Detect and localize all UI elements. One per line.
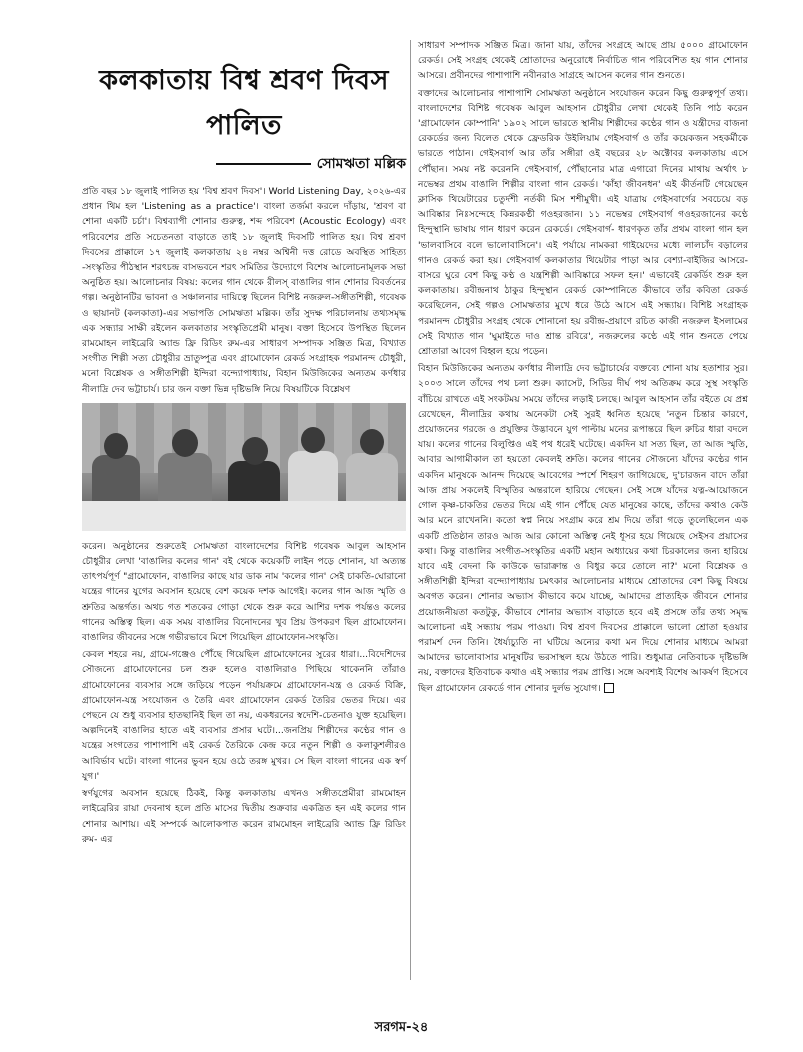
photo-person-head: [242, 437, 268, 465]
paragraph: বক্তাদের আলোচনার পাশাপাশি সোমঋতা অনুষ্ঠানে সংযোজন করেন কিছু গুরুত্বপূর্ণ তথ্য। বাংলাদেশের বিশিষ্ট গবেষক আবুল আহসান চৌধুরীর লেখা থেকেই তিনি পাঠ করেন 'গ্রামোফোন কোম্পানি' ১৯০২ সালে ভারতে স্থানীয় শিল্পীদের কণ্ঠের গান ও যন্ত্রীদের বাজনা রেকর্ডের জন্য বিলেত থেকে ফ্রেডরিক উইলিয়াম গেইসবার্গ ও তাঁর কয়েকজন সহকর্মীকে ভারতে পাঠান। গেইসবার্গ আর তাঁর সঙ্গীরা ওই বছরের ২৮ অক্টোবর কলকাতায় এসে পৌঁছান। সময় নষ্ট করেননি গেইসবার্গ, পৌঁছানোর মাত্র এগারো দিনের মাথায় অর্থাৎ ৮ নভেম্বর প্রথম বাঙালি শিল্পীর বাংলা গান রেকর্ড। 'কাঁহা জীবনধন' এই কীর্তনটি গেয়েছেন ক্লাসিক থিয়েটারের চতুর্দশী নর্তকী মিস শশীমুখী। এই যাত্রায় গেইসবার্গের সবচেয়ে বড় আবিষ্কার নিঃসন্দেহে কিন্নরকণ্ঠী গওহরজান। ১১ নভেম্বর গেইসবার্গ গওহরজানের কণ্ঠে হিন্দুস্থানি ভাষায় গান ধারণ করেন রেকর্ডে। গেইসবার্গ- ধারণকৃত তাঁর প্রথম বাংলা গান হল 'ভালবাসিবে বলে ভালোবাসিনে'। এই পর্যায়ে নামকরা গাইয়েদের মধ্যে লালচাঁদ বড়ালের গানও রেকর্ড করা হয়। গেইসবার্গ কলকাতার থিয়েটার পাড়া আর বেশ্যা-বাইজির আসরে-বাসরে ঘুরে বেশ কিছু কণ্ঠ ও যন্ত্রশিল্পী আবিষ্কারে সফল হন।' এভাবেই রেকর্ডিং শুরু হল কলকাতায়। রবীন্দ্রনাথ ঠাকুর হিন্দুস্থান রেকর্ড কোম্পানিতে কীভাবে তাঁর কবিতা রেকর্ড করেছিলেন, সেই গল্পও সোমঋতার মুখে ধরে উঠে আসে এই সন্ধ্যায়। বিশিষ্ট সংগ্রাহক পরমানন্দ চৌধুরীর সংগ্রহ থেকে শোনানো হয় রবীন্দ্র-প্রয়াণে রচিত কাজী নজরুল ইসলামের সেই বিখ্যাত গান 'ঘুমাইতে দাও শ্রান্ত রবিরে', নজরুলের কণ্ঠে এই গান শুনতে পেয়ে শ্রোতারা আবেগ বিহ্বল হয়ে পড়েন।: [418, 87, 748, 358]
photo-person-head: [172, 429, 198, 457]
photo-person-head: [104, 433, 128, 459]
paragraph: স্বর্ণযুগের অবসান হয়েছে ঠিকই, কিন্তু কলকাতায় এখনও সঙ্গীতপ্রেমীরা রামমোহন লাইব্রেরির রায়া দেবনাথ হলে প্রতি মাসের দ্বিতীয় শুক্রবার একত্রিত হন এই কলের গান শোনার আশায়। এই সম্পর্কে আলোকপাত করেন রামমোহন লাইব্রেরি অ্যান্ড ফ্রি রিডিং রুম- এর: [82, 788, 406, 845]
paragraph: করেন। অনুষ্ঠানের শুরুতেই সোমঋতা বাংলাদেশের বিশিষ্ট গবেষক আবুল আহসান চৌধুরীর লেখা 'বাঙালির কলের গান' বই থেকে কয়েকটি লাইন পড়ে শোনান, যা অত্যন্ত তাৎপর্যপূর্ণ "গ্রামোফোন, বাঙালির কাছে যার ডাক নাম 'কলের গান' সেই চাকতি-ঘোরানো যন্ত্রের গানের যুগের অবসান হয়েছে বেশ কয়েক দশক আগেই। কলের গান আজ স্মৃতি ও শ্রুতির অন্তর্গত। অথচ গত শতকের গোড়া থেকে শুরু করে আশির দশক পর্যন্তও কলের গানের অস্তিত্ব ছিল। এক সময় বাঙালির বিনোদনের খুব প্রিয় উপকরণ ছিল গ্রামোফোন। বাঙালির জীবনের সঙ্গে গভীরভাবে মিশে গিয়েছিল গ্রামোফোন-সংস্কৃতি।: [82, 540, 406, 644]
paragraph: কেবল শহরে নয়, গ্রামে-গঞ্জেও পৌঁছে গিয়েছিল গ্রামোফোনের সুরের ধারা।...বিদেশিদের সৌজন্যে গ্রামোফোনের চল শুরু হলেও বাঙালিরাও পিছিয়ে থাকেননি তাঁরাও গ্রামোফোনের ব্যবসার সঙ্গে জড়িয়ে পড়েন পর্যায়ক্রমে গ্রামোফোন-যন্ত্র ও রেকর্ড বিক্রি, গ্রামোফোন-যন্ত্র সংযোজন ও তৈরি এবং গ্রামোফোন রেকর্ড তৈরির ভেতর দিয়ে। এর পেছনে যে শুধু ব্যবসার হাতছানিই ছিল তা নয়, একধরনের স্বদেশি-চেতনাও যুক্ত হয়েছিল। অল্পদিনেই বাঙালির হাতে এই ব্যবসার প্রসার ঘটে।...জনপ্রিয় শিল্পীদের কণ্ঠের গান ও যন্ত্রের সংগতের পাশাপাশি এই রেকর্ড তৈরিকে কেন্দ্র করে নতুন শিল্পী ও কলাকুশলীরও আবির্ভাব ঘটে। বাংলা গানের ভুবন হয়ে ওঠে তরঙ্গ মুখর। সে ছিল বাংলা গানের এক স্বর্ণ যুগ।': [82, 649, 406, 782]
left-column: [82, 38, 406, 849]
right-column: [418, 38, 748, 698]
photo-person-head: [360, 429, 384, 455]
photo-person-head: [301, 427, 325, 453]
paragraph: প্রতি বছর ১৮ জুলাই পালিত হয় 'বিশ্ব শ্রবণ দিবস'। World Listening Day, ২০২৬-এর প্রধান থিম হল 'Listening as a practice'। বাংলা তর্জমা করলে দাঁড়ায়, 'শ্রবণ বা শোনা একটি চর্চা'। বিশ্বব্যাপী শোনার গুরুত্ব, শব্দ পরিবেশ (Acoustic Ecology) এবং পরিবেশের প্রতি সচেতনতা বাড়াতে তাই ১৮ জুলাই দিবসটি পালিত হয়। বিশ্ব শ্রবণ দিবসের প্রাক্কালে ১৭ জুলাই কলকাতায় ২৪ নম্বর অশ্বিনী দত্ত রোডে অবস্থিত সাহিত্য -সংস্কৃতির পীঠস্থান শরৎচন্দ্র বাসভবনে শরৎ সমিতির উদ্যোগে বিশেষ আলোচনামূলক সভা অনুষ্ঠিত হয়। আলোচনার বিষয়: কলের গান থেকে রীলস্ বাঙালির গান শোনার বিবর্তনের গল্প। অনুষ্ঠানটির ভাবনা ও সঞ্চালনার দায়িত্বে ছিলেন বিশিষ্ট নজরুল-সঙ্গীতশিল্পী, গবেষক ও ছায়ানট (কলকাতা)-এর সভাপতি সোমঋতা মল্লিক। তাঁর সুদক্ষ পরিচালনায় তথ্যসমৃদ্ধ এক সন্ধ্যার সাক্ষী রইলেন কলকাতার সংস্কৃতিপ্রেমী মানুষ। বক্তা হিসেবে উপস্থিত ছিলেন রামমোহন লাইব্রেরি অ্যান্ড ফ্রি রিডিং রুম-এর সাধারণ সম্পাদক সঞ্জিত মিত্র, বিখ্যাত সংগীত শিল্পী সত্য চৌধুরীর ভ্রাতুষ্পুত্র এবং গ্রামোফোন রেকর্ড সংগ্রাহক পরমানন্দ চৌধুরী, মনো বিশ্লেষক ও সঙ্গীতশিল্পী ইন্দিরা বন্দ্যোপাধ্যায়, বিহান মিউজিকের অন্যতম কর্ণধার নীলাদ্রি দেব ভট্টাচার্য। চার জন বক্তা ভিন্ন দৃষ্টিভঙ্গি নিয়ে বিষয়টিকে বিশ্লেষণ: [82, 186, 406, 395]
byline-row: [82, 152, 406, 176]
byline: সোমঋতা মল্লিক: [316, 156, 406, 172]
page-number: সরগম-২৪: [374, 1020, 429, 1035]
column-divider: [410, 40, 411, 980]
paragraph-text: বিহান মিউজিকের অন্যতম কর্ণধার নীলাদ্রি দেব ভট্টাচার্যের বক্তব্যে শোনা যায় হতাশার সুর। ২০০৩ সালে তাঁদের পথ চলা শুরু। ক্যাসেট, সিডির দীর্ঘ পথ অতিক্রম করে সুস্থ সংস্কৃতি বাঁচিয়ে রাখতে এই সংকটময় সময়ে তাঁদের লড়াই চলছে। আবুল আহসান তাঁর বইতে যে প্রশ্ন রেখেছেন, নীলাদ্রির কথায় অনেকটা সেই সুরই ধ্বনিত হয়েছে 'নতুন চিন্তার কারণে, প্রয়োজনের গরজে ও প্রযুক্তির উদ্ভাবনে যুগ পাল্টায় মনের রূপান্তরে ছিল রুচির ধারা বদলে যায়। কলের গানের বিলুপ্তিও এই পথ ধরেই ঘটেছে। একদিন যা সত্য ছিল, তা আজ স্মৃতি, আবার আগামীকাল তা হয়তো কেবলই শ্রুতি। কলের গানের সৌজন্যে যাঁদের কণ্ঠের গান একদিন মানুষকে আনন্দ দিয়েছে আবেগের স্পর্শে শিহরণ জাগিয়েছে, দু'চারজন বাদে তাঁরা আজ প্রায় সকলেই বিস্মৃতির অন্তরালে হারিয়ে গেছেন। সেই সঙ্গে যাঁদের যত্ন-আয়োজনে গোল কৃষ্ণ-চাকতির ভেতর দিয়ে এই গান পৌঁছে যেত মানুষের কাছে, তাঁদের কথাও কেউ আর মনে রাখেননি। কতো স্বপ্ন নিয়ে সংগ্রাম করে শ্রম দিয়ে তাঁরা গড়ে তুলেছিলেন এক একটি প্রতিষ্ঠান তারও আজ আর কোনো অস্তিত্ব নেই ধূসর হয়ে গিয়েছে সেইসব প্রয়াসের কথা। কিন্তু বাঙালির সংগীত-সংস্কৃতির একটি মহান অধ্যায়ের কথা চিরকালের জন্য হারিয়ে যাবে এই বেদনা কি কাউকে ভারাক্রান্ত ও বিধুর করে তোলে না?' মনো বিশ্লেষক ও সঙ্গীতশিল্পী ইন্দিরা বন্দ্যোপাধ্যায় চমৎকার আলোচনার মাধ্যমে শ্রোতাদের বেশ কিছু বিষয়ে অবগত করেন। শোনার অভ্যাস কীভাবে কমে যাচ্ছে, আমাদের প্রাত্যহিক জীবনে শোনার প্রয়োজনীয়তা কতটুকু, কীভাবে শোনার অভ্যাস বাড়াতে হবে এই প্রসঙ্গে তাঁর তথ্য সমৃদ্ধ আলোচনা এই সন্ধ্যায় পরম পাওয়া। বিশ্ব শ্রবণ দিবসের প্রাক্কালে ভালো শ্রোতা হওয়ার পরামর্শ দেন তিনি। ধৈর্য্যচ্যুতি না ঘটিয়ে অন্যের কথা মন দিয়ে শোনার মাধ্যমে আমরা আমাদের ভালোবাসার মানুষটির ভরসাস্থল হয়ে উঠতে পারি। শুধুমাত্র নেতিবাচক দৃষ্টিভঙ্গি নয়, বক্তাদের ইতিবাচক কথাও এই সন্ধ্যার পরম প্রাপ্তি। সঙ্গে অবশ্যই বিশেষ আকর্ষণ হিসেবে ছিল গ্রামোফোন রেকর্ডে গান শোনার দুর্লভ সুযোগ।: [418, 363, 748, 694]
paragraph: সাধারণ সম্পাদক সঞ্জিত মিত্র। জানা যায়, তাঁদের সংগ্রহে আছে প্রায় ৫০০০ গ্রামোফোন রেকর্ড। সেই সংগ্রহ থেকেই শ্রোতাদের অনুরোধে নির্বাচিত গান পরিবেশিত হয় গান শোনার আসরে। প্রবীনদের পাশাপাশি নবীনরাও সাগ্রহে আসেন কলের গান শুনতে।: [418, 40, 748, 82]
article-title: কলকাতায় বিশ্ব শ্রবণ দিবস পালিত: [99, 65, 389, 141]
byline-rule: [216, 163, 311, 165]
end-of-article-icon: [604, 683, 614, 693]
photo-table: [82, 501, 406, 531]
paragraph: [418, 361, 748, 695]
event-photo: [82, 403, 406, 531]
